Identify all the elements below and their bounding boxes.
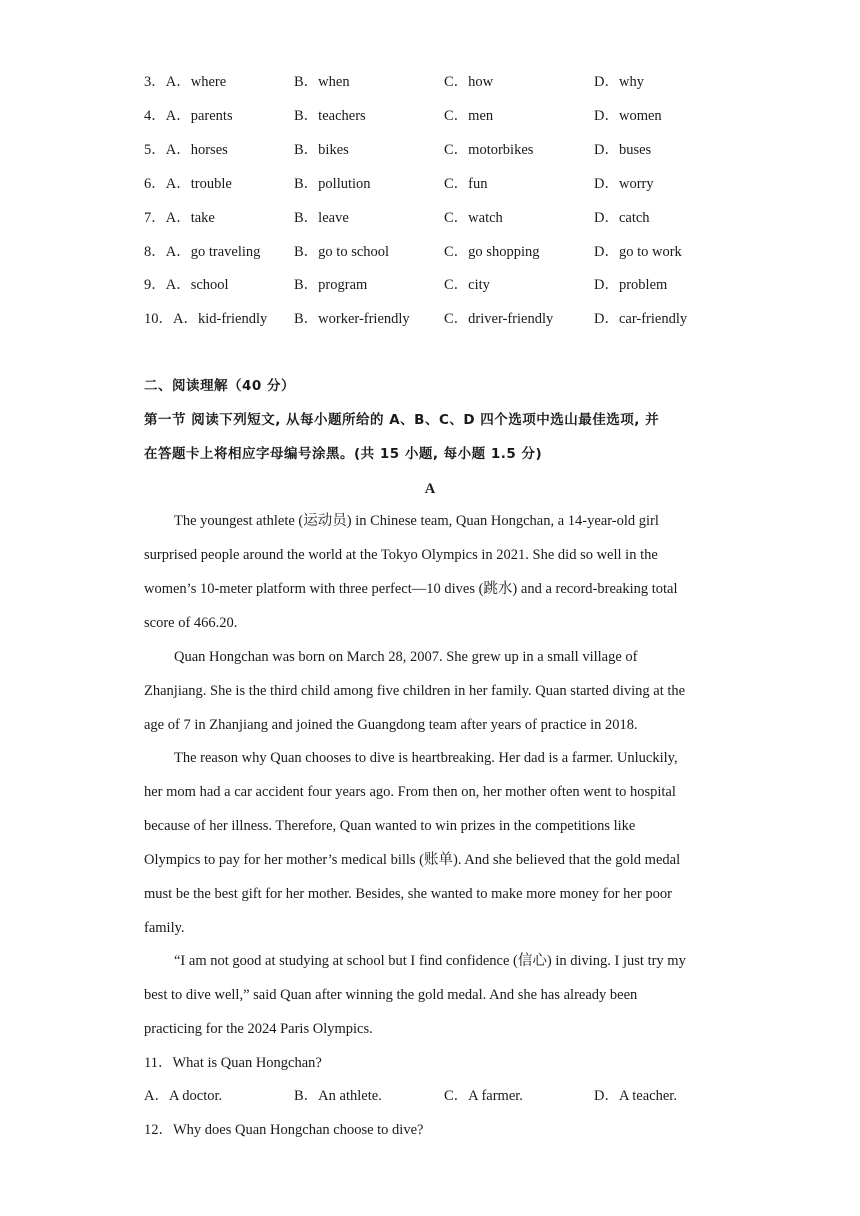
options-row-7 [144, 208, 744, 228]
passage-line: because of her illness. Therefore, Quan wanted to win prizes in the competitions like [144, 818, 636, 834]
option-b: B．go to school [294, 244, 390, 260]
options-row-6 [144, 174, 744, 194]
option-a: 7．A．take [144, 210, 215, 226]
option-d: D．why [594, 74, 644, 90]
option-d: D．women [594, 108, 662, 124]
question-11: 11．What is Quan Hongchan? [144, 1055, 322, 1071]
passage-line: The youngest athlete (运动员) in Chinese team, Quan Hongchan, a 14-year-old girl [174, 513, 659, 529]
option-a: 6．A．trouble [144, 176, 232, 192]
option-a: A．A doctor. [144, 1088, 223, 1104]
option-c: C．men [444, 108, 494, 124]
passage-label: A [424, 481, 436, 497]
passage-line: surprised people around the world at the Tokyo Olympics in 2021. She did so well in the [144, 547, 658, 563]
options-row-9 [144, 275, 744, 295]
passage-line: must be the best gift for her mother. Besides, she wanted to make more money for her poor [144, 886, 672, 902]
option-a: 8．A．go traveling [144, 244, 261, 260]
passage-line: women’s 10-meter platform with three perfect—10 dives (跳水) and a record-breaking total [144, 581, 678, 597]
option-c: C．motorbikes [444, 142, 534, 158]
option-b: B．pollution [294, 176, 371, 192]
option-a: 9．A．school [144, 277, 229, 293]
option-a: 10．A．kid-friendly [144, 311, 268, 327]
options-row-11 [144, 1086, 744, 1106]
option-c: C．A farmer. [444, 1088, 523, 1104]
option-d: D．problem [594, 277, 668, 293]
passage-line: Olympics to pay for her mother’s medical bills (账单). And she believed that the gold medal [144, 852, 681, 868]
passage-line: age of 7 in Zhanjiang and joined the Guangdong team after years of practice in 2018. [144, 717, 638, 733]
passage-line: Zhanjiang. She is the third child among five children in her family. Quan started diving at the [144, 683, 686, 699]
section-instruction-line-2: 在答题卡上将相应字母编号涂黑。(共 15 小题, 每小题 1.5 分) [144, 446, 543, 462]
option-c: C．city [444, 277, 490, 293]
section-instruction-line-1: 第一节 阅读下列短文, 从每小题所给的 A、B、C、D 四个选项中选山最佳选项, 并 [144, 412, 660, 428]
passage-line: The reason why Quan chooses to dive is heartbreaking. Her dad is a farmer. Unluckily, [174, 750, 678, 766]
option-c: C．watch [444, 210, 503, 226]
option-b: B．when [294, 74, 350, 90]
option-d: D．worry [594, 176, 654, 192]
option-b: B．worker-friendly [294, 311, 410, 327]
passage-line: practicing for the 2024 Paris Olympics. [144, 1021, 373, 1037]
option-a: 5．A．horses [144, 142, 228, 158]
option-c: C．how [444, 74, 494, 90]
option-c: C．driver-friendly [444, 311, 554, 327]
option-b: B．leave [294, 210, 349, 226]
passage-line: best to dive well,” said Quan after winning the gold medal. And she has already been [144, 987, 638, 1003]
options-row-8 [144, 242, 744, 262]
option-d: D．catch [594, 210, 650, 226]
option-a: 4．A．parents [144, 108, 233, 124]
option-d: D．car-friendly [594, 311, 688, 327]
option-c: C．go shopping [444, 244, 540, 260]
passage-line: her mom had a car accident four years ago. From then on, her mother often went to hospital [144, 784, 676, 800]
option-d: D．buses [594, 142, 652, 158]
options-row-5 [144, 140, 744, 160]
passage-line: score of 466.20. [144, 615, 238, 631]
options-row-3 [144, 72, 744, 92]
option-b: B．bikes [294, 142, 349, 158]
options-row-10 [144, 309, 744, 329]
option-b: B．program [294, 277, 368, 293]
question-12: 12．Why does Quan Hongchan choose to dive? [144, 1122, 424, 1138]
passage-line: Quan Hongchan was born on March 28, 2007. She grew up in a small village of [174, 649, 638, 665]
options-row-4 [144, 106, 744, 126]
passage-line: “I am not good at studying at school but I find confidence (信心) in diving. I just try my [174, 953, 686, 969]
section-title: 二、阅读理解（40 分） [144, 378, 295, 394]
option-a: 3．A．where [144, 74, 227, 90]
option-d: D．go to work [594, 244, 682, 260]
option-b: B．An athlete. [294, 1088, 382, 1104]
passage-line: family. [144, 920, 185, 936]
option-b: B．teachers [294, 108, 366, 124]
option-d: D．A teacher. [594, 1088, 677, 1104]
option-c: C．fun [444, 176, 488, 192]
